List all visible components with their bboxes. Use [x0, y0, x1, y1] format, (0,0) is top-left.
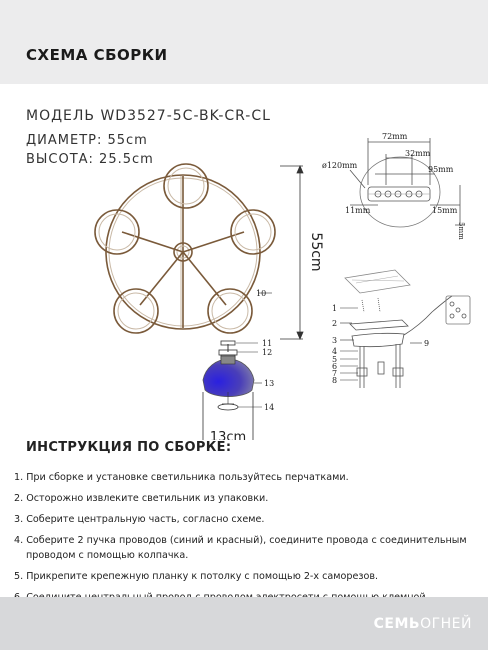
- part-label-6: 6: [332, 362, 338, 371]
- part-label-3: 3: [332, 336, 338, 345]
- dim-120: ø120mm: [322, 161, 358, 170]
- ring-left: [95, 210, 139, 254]
- dim-32: 32mm: [405, 149, 431, 158]
- part-label-8: 8: [332, 376, 338, 385]
- height-spec: ВЫСОТА: 25.5cm: [26, 152, 154, 167]
- dim-11: 11mm: [345, 206, 371, 215]
- part-label-1: 1: [332, 304, 338, 313]
- diameter-spec: ДИАМЕТР: 55cm: [26, 133, 148, 148]
- exploded-assembly: [345, 270, 470, 388]
- ring-bottom-right: [208, 289, 252, 333]
- instructions-title: ИНСТРУКЦИЯ ПО СБОРКЕ:: [26, 440, 232, 455]
- dimension-13-label: 13cm: [209, 430, 247, 440]
- dim-15: 15mm: [432, 206, 458, 215]
- part-label-13: 13: [264, 379, 275, 388]
- ring-bottom-left: [114, 289, 158, 333]
- part-label-9: 9: [424, 339, 430, 348]
- instruction-step: 4. Соберите 2 пучка проводов (синий и красный), соедините провода с соединительным проводом с помощью колпачка.: [14, 535, 467, 561]
- part-label-4: 4: [332, 347, 338, 356]
- ring-right: [231, 210, 275, 254]
- part-label-5: 5: [332, 355, 338, 364]
- dim-72: 72mm: [382, 132, 408, 141]
- instruction-step: 3. Соберите центральную часть, согласно схеме.: [14, 514, 265, 525]
- part-label-7: 7: [332, 369, 338, 378]
- dimension-55: [280, 166, 303, 339]
- page-title: СХЕМА СБОРКИ: [26, 46, 168, 64]
- part-label-14: 14: [264, 403, 275, 412]
- dimension-55-label: 55cm: [308, 232, 324, 272]
- part-label-11: 11: [262, 339, 273, 348]
- part-label-2: 2: [332, 319, 338, 328]
- instruction-step: 2. Осторожно извлеките светильник из упаковки.: [14, 493, 269, 504]
- dim-95: 95mm: [428, 165, 454, 174]
- lamp-side-view: [203, 341, 254, 410]
- part-label-10: 10: [256, 289, 267, 298]
- model-spec: МОДЕЛЬ WD3527-5C-BK-CR-CL: [26, 108, 271, 124]
- dim-5: 5mm: [457, 222, 465, 240]
- instruction-step: 1. При сборке и установке светильника пользуйтесь перчатками.: [14, 472, 349, 483]
- instruction-step: 5. Прикрепите крепежную планку к потолку с помощью 2-х саморезов.: [14, 571, 379, 582]
- part-label-12: 12: [262, 348, 273, 357]
- brand-logo: СЕМЬОГНЕЙ: [373, 616, 472, 632]
- ring-top: [164, 164, 208, 208]
- chandelier-top-view: [95, 164, 275, 333]
